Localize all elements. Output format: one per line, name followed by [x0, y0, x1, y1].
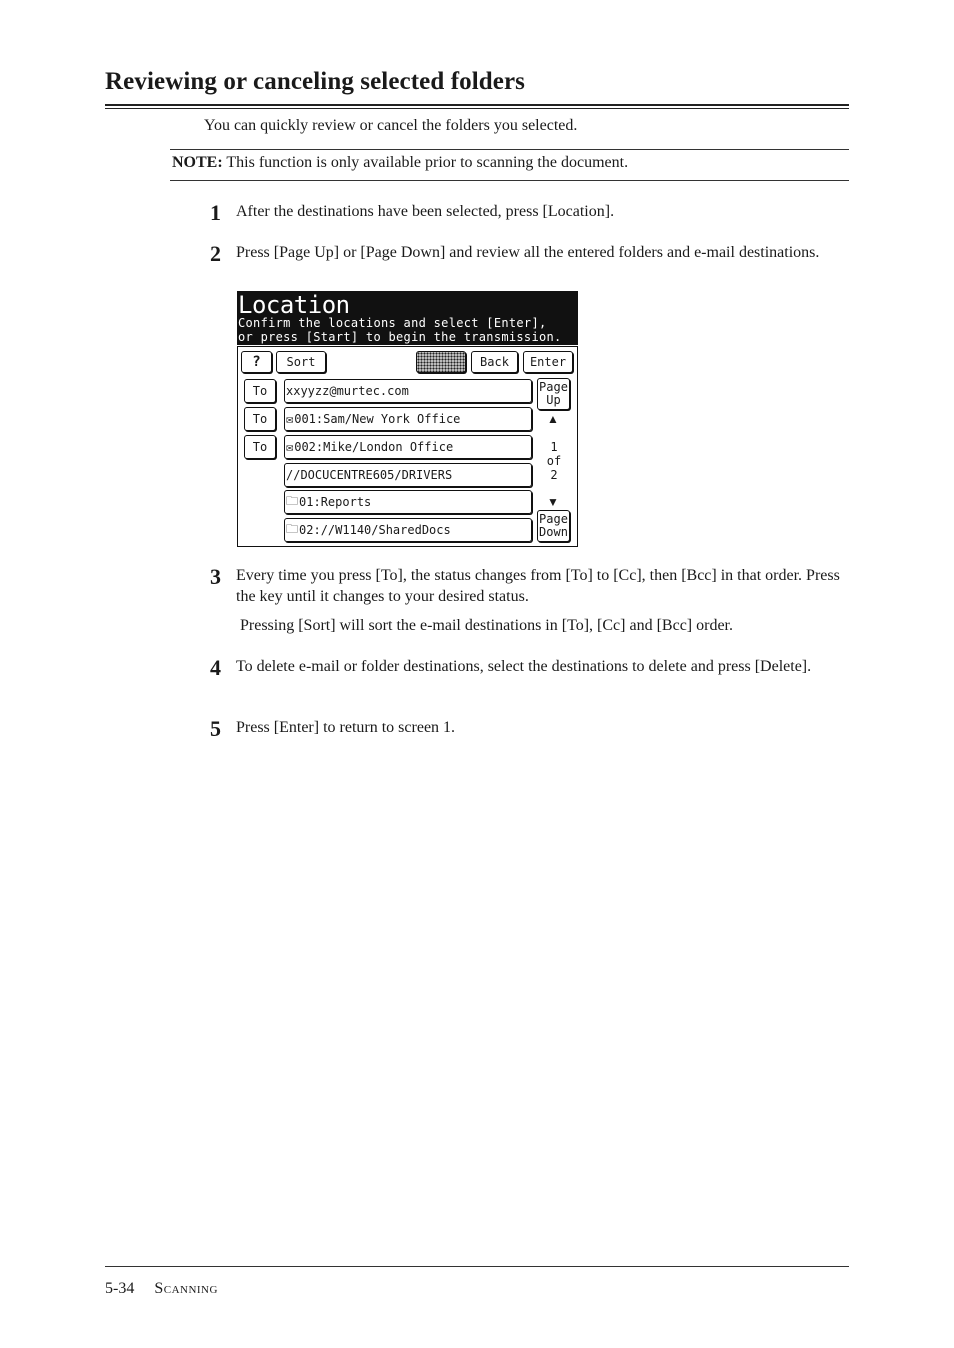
title-rule-thick	[105, 104, 849, 106]
to-button-1[interactable]: To	[244, 379, 276, 403]
destination-1-text: xxyyzz@murtec.com	[286, 384, 409, 398]
to-button-3[interactable]: To	[244, 435, 276, 459]
step-5-text: Press [Enter] to return to screen 1.	[236, 719, 456, 736]
delete-button[interactable]	[416, 351, 466, 373]
page-number: 5-34	[105, 1280, 135, 1297]
page-of: of	[546, 454, 562, 468]
page-up-line1: Page	[539, 380, 568, 394]
folder-icon: 🗀	[286, 521, 299, 536]
destination-row-3[interactable]	[284, 435, 532, 459]
enter-button[interactable]: Enter	[523, 351, 573, 373]
page-current: 1	[550, 440, 558, 454]
help-button[interactable]: ?	[241, 351, 272, 373]
step-1-text: After the destinations have been selected, press [Location].	[236, 203, 615, 220]
page-down-button[interactable]	[537, 510, 570, 542]
note-label: NOTE:	[172, 154, 223, 171]
step-5-number: 5	[210, 716, 221, 741]
step-2-number: 2	[210, 241, 221, 266]
step-3-number: 3	[210, 564, 221, 589]
section-name: Scanning	[154, 1280, 218, 1297]
note-rule-bottom	[170, 180, 849, 181]
destination-2-text: 001:Sam/New York Office	[294, 412, 461, 426]
mail-icon: ✉	[286, 440, 294, 454]
step-3-extra: Pressing [Sort] will sort the e-mail destinations in [To], [Cc] and [Bcc] order.	[240, 617, 733, 634]
destination-3-text: 002:Mike/London Office	[294, 440, 454, 454]
destination-row-4[interactable]	[284, 463, 532, 487]
destination-row-2[interactable]	[284, 407, 532, 431]
destination-row-1[interactable]	[284, 379, 532, 403]
note	[172, 154, 628, 172]
sort-button[interactable]: Sort	[276, 351, 326, 373]
page-title: Reviewing or canceling selected folders	[105, 68, 526, 95]
title-rule-thin	[105, 108, 849, 109]
to-button-2[interactable]: To	[244, 407, 276, 431]
page-up-line2: Up	[546, 393, 561, 407]
delete-button-label	[423, 357, 459, 368]
up-arrow-icon: ▲	[547, 412, 559, 426]
note-rule-top	[170, 149, 849, 150]
footer-rule	[105, 1266, 849, 1267]
screen-body	[237, 346, 578, 547]
destination-row-5[interactable]	[284, 490, 532, 514]
mail-icon: ✉	[286, 412, 294, 426]
intro-text: You can quickly review or cancel the folders you selected.	[204, 117, 578, 134]
footer	[105, 1280, 218, 1298]
screen-subtitle-2: or press [Start] to begin the transmission.	[238, 330, 562, 344]
page-down-line1: Page	[539, 512, 568, 526]
screen-title: Location	[238, 291, 350, 319]
destination-row-6[interactable]	[284, 518, 532, 542]
step-4-text: To delete e-mail or folder destinations, select the destinations to delete and press [Delete].	[236, 658, 812, 675]
page-total: 2	[550, 468, 558, 482]
folder-icon: 🗀	[286, 493, 299, 508]
step-3-text: Every time you press [To], the status changes from [To] to [Cc], then [Bcc] in that order. Press the key until it changes to your desired status.	[236, 567, 840, 605]
back-button[interactable]: Back	[471, 351, 518, 373]
note-text: This function is only available prior to scanning the document.	[222, 154, 629, 171]
destination-6-text: 02://W1140/SharedDocs	[299, 523, 451, 537]
page-up-button[interactable]	[537, 378, 570, 410]
location-screen	[237, 291, 578, 546]
screen-subtitle-1: Confirm the locations and select [Enter],	[238, 316, 547, 330]
screen-header	[237, 291, 578, 345]
step-4-number: 4	[210, 655, 221, 680]
down-arrow-icon: ▼	[547, 495, 559, 509]
step-2-text: Press [Page Up] or [Page Down] and review all the entered folders and e-mail destinations.	[236, 244, 820, 261]
page-down-line2: Down	[539, 525, 568, 539]
step-1-number: 1	[210, 200, 221, 225]
destination-4-text: //DOCUCENTRE605/DRIVERS	[286, 468, 453, 482]
destination-5-text: 01:Reports	[299, 495, 372, 509]
